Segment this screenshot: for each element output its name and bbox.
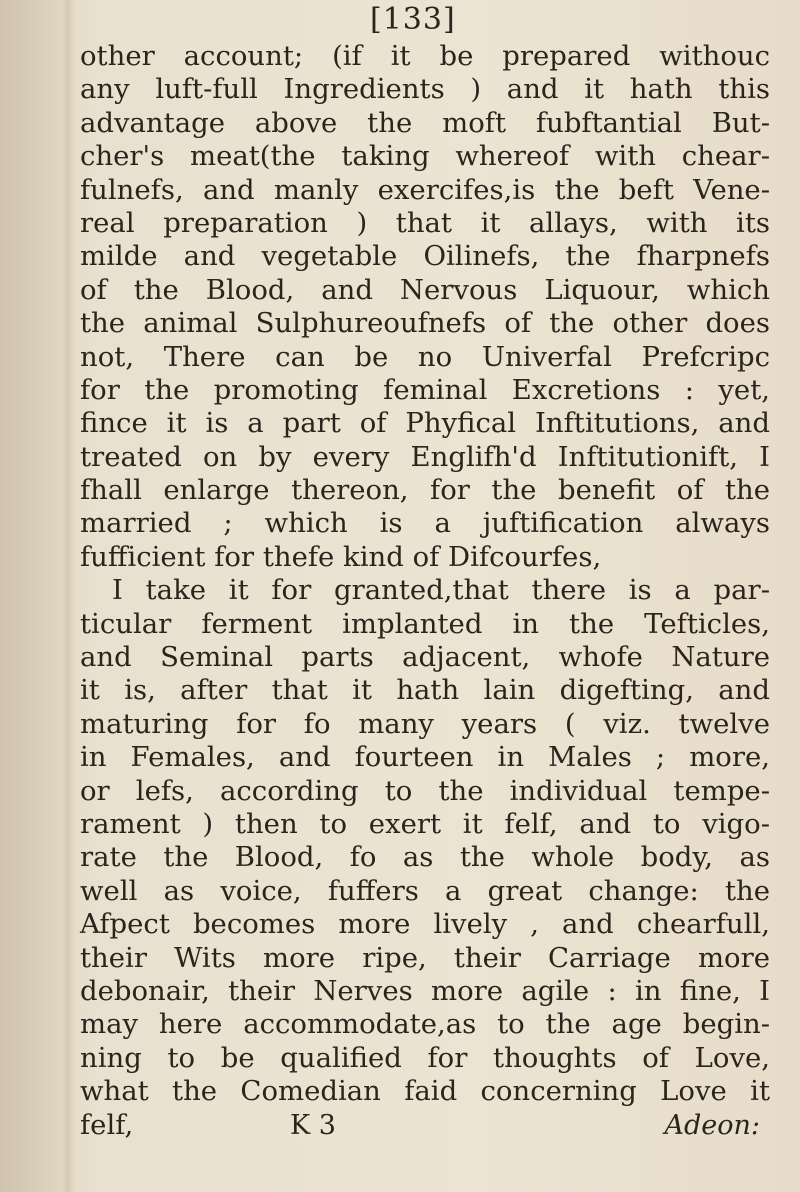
- text-line: not, There can be no Univerfal Prefcripc: [80, 340, 770, 373]
- text-line: cher's meat(the taking whereof with chear-: [80, 140, 770, 173]
- text-line: advantage above the moft fubftantial But-: [80, 106, 770, 139]
- gutter-shadow: [62, 0, 74, 1192]
- text-line: debonair, their Nerves more agile : in fine, I: [80, 974, 770, 1007]
- text-line: other account; (if it be prepared withouc: [80, 40, 770, 72]
- text-line: Afpect becomes more lively , and chearfull,: [80, 908, 770, 941]
- text-line: fince it is a part of Phyfical Inftitutions, and: [80, 407, 770, 440]
- text-line: ticular ferment implanted in the Tefticles,: [80, 607, 770, 640]
- page-footer: [80, 1110, 770, 1150]
- text-line: what the Comedian faid concerning Love it: [80, 1075, 770, 1108]
- text-line: I take it for granted,that there is a par-: [112, 574, 770, 607]
- text-line: or lefs, according to the individual tempe-: [80, 774, 770, 807]
- text-line: any luft-full Ingredients ) and it hath this: [80, 73, 770, 106]
- text-line: of the Blood, and Nervous Liquour, which: [80, 273, 770, 306]
- text-line: fulnefs, and manly exercifes,is the beft Vene-: [80, 173, 770, 206]
- text-line: well as voice, fuffers a great change: the: [80, 874, 770, 907]
- catchword: Adeon:: [664, 1110, 760, 1141]
- text-line: may here accommodate,as to the age begin-: [80, 1008, 770, 1041]
- text-line: their Wits more ripe, their Carriage more: [80, 941, 770, 974]
- text-line: real preparation ) that it allays, with its: [80, 206, 770, 239]
- text-line: rate the Blood, fo as the whole body, as: [80, 841, 770, 874]
- text-line: milde and vegetable Oilinefs, the fharpnefs: [80, 240, 770, 273]
- signature-mark: K 3: [290, 1110, 336, 1141]
- text-line: felf,: [80, 1108, 134, 1141]
- page-number: [133]: [370, 2, 456, 37]
- text-line: for the promoting feminal Excretions : yet,: [80, 373, 770, 406]
- text-line: fhall enlarge thereon, for the benefit of the: [80, 474, 770, 507]
- text-line: married ; which is a juftification always: [80, 507, 770, 540]
- text-line: fufficient for thefe kind of Difcourfes,: [80, 540, 602, 573]
- body-text: [80, 40, 770, 1142]
- text-line: and Seminal parts adjacent, whofe Nature: [80, 641, 770, 674]
- text-line: the animal Sulphureoufnefs of the other does: [80, 307, 770, 340]
- text-line: it is, after that it hath lain digefting, and: [80, 674, 770, 707]
- text-line: rament ) then to exert it felf, and to vigo-: [80, 807, 770, 840]
- text-line: maturing for fo many years ( viz. twelve: [80, 707, 770, 740]
- text-line: treated on by every Englifh'd Inftitutionift, I: [80, 440, 770, 473]
- text-line: ning to be qualified for thoughts of Love,: [80, 1041, 770, 1074]
- text-line: in Females, and fourteen in Males ; more,: [80, 741, 770, 774]
